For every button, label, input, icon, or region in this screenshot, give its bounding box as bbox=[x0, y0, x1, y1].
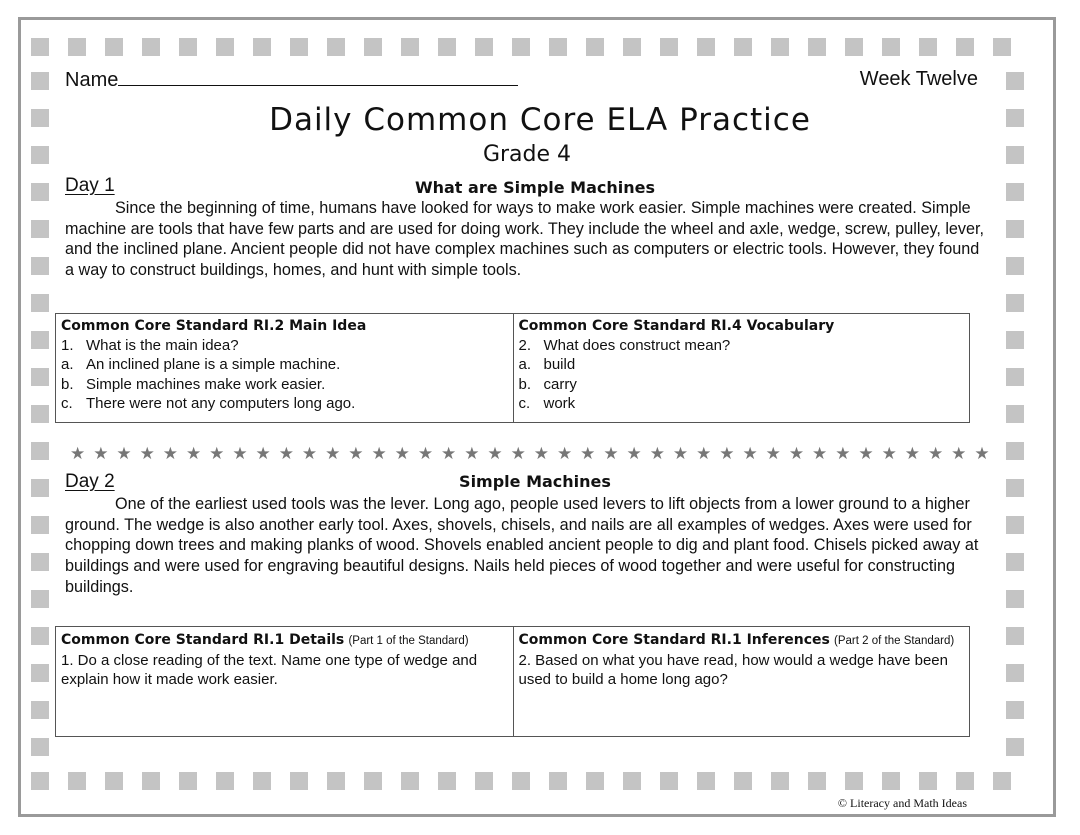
border-square bbox=[1006, 553, 1024, 571]
answer-option[interactable]: a. build bbox=[518, 356, 576, 374]
border-square bbox=[586, 772, 604, 790]
border-square bbox=[31, 627, 49, 645]
border-square bbox=[179, 772, 197, 790]
star-icon: ★ bbox=[765, 444, 781, 463]
border-square bbox=[956, 772, 974, 790]
day1-passage-text: Since the beginning of time, humans have looked for ways to make work easier. Simple machines were created. Simple machine are tools that have few parts and are used for doing work. They include the wheel and axle, wedge, screw, pulley, lever, and the inclined plane. Ancient people did not have complex machines such as computers or electric tools. However, they found a way to construct buildings, homes, and hunt with simple tools. bbox=[65, 199, 985, 280]
border-square bbox=[1006, 590, 1024, 608]
day2-left-note: (Part 1 of the Standard) bbox=[348, 635, 469, 647]
border-square bbox=[31, 220, 49, 238]
border-square bbox=[919, 38, 937, 56]
day1-right-heading: Common Core Standard RI.4 Vocabulary bbox=[518, 318, 835, 334]
border-square bbox=[623, 38, 641, 56]
star-icon: ★ bbox=[881, 444, 897, 463]
border-square bbox=[882, 38, 900, 56]
border-square bbox=[512, 38, 530, 56]
border-square bbox=[993, 38, 1011, 56]
day2-details-cell[interactable] bbox=[56, 627, 513, 736]
star-icon: ★ bbox=[812, 444, 828, 463]
star-icon: ★ bbox=[672, 444, 689, 463]
border-square bbox=[1006, 331, 1024, 349]
star-icon: ★ bbox=[255, 444, 271, 463]
grade-label: Grade 4 bbox=[482, 142, 572, 167]
day1-left-heading: Common Core Standard RI.2 Main Idea bbox=[61, 318, 367, 334]
border-square bbox=[771, 38, 789, 56]
day2-right-note: (Part 2 of the Standard) bbox=[834, 635, 955, 647]
day2-inferences-cell[interactable] bbox=[513, 627, 970, 736]
border-square bbox=[660, 38, 678, 56]
border-square bbox=[327, 772, 345, 790]
border-square bbox=[364, 772, 382, 790]
border-square bbox=[31, 516, 49, 534]
border-square bbox=[1006, 442, 1024, 460]
star-icon: ★ bbox=[951, 444, 967, 463]
star-icon: ★ bbox=[464, 444, 480, 463]
star-icon: ★ bbox=[788, 444, 805, 463]
border-square bbox=[1006, 516, 1024, 534]
border-square bbox=[142, 38, 160, 56]
border-square bbox=[697, 772, 715, 790]
border-square bbox=[734, 772, 752, 790]
star-icon: ★ bbox=[93, 444, 109, 463]
answer-option[interactable]: b. carry bbox=[518, 375, 577, 393]
border-square bbox=[697, 38, 715, 56]
border-square bbox=[31, 442, 49, 460]
border-square bbox=[1006, 72, 1024, 90]
day2-passage bbox=[65, 494, 990, 598]
name-field[interactable] bbox=[65, 68, 518, 92]
border-square bbox=[993, 772, 1011, 790]
day2-q1: 1. Do a close reading of the text. Name one type of wedge and explain how it made work easier. bbox=[61, 652, 478, 689]
star-icon: ★ bbox=[580, 444, 596, 463]
star-divider bbox=[70, 444, 990, 464]
border-square bbox=[512, 772, 530, 790]
border-square bbox=[290, 38, 308, 56]
border-square bbox=[105, 772, 123, 790]
star-icon: ★ bbox=[649, 444, 665, 463]
border-square bbox=[253, 772, 271, 790]
border-square bbox=[1006, 405, 1024, 423]
star-icon: ★ bbox=[348, 444, 364, 463]
day1-question-table bbox=[55, 313, 970, 423]
star-icon: ★ bbox=[139, 444, 155, 463]
week-label: Week Twelve bbox=[859, 68, 978, 90]
star-icon: ★ bbox=[232, 444, 248, 463]
border-square bbox=[1006, 257, 1024, 275]
answer-option[interactable]: a. An inclined plane is a simple machine. bbox=[61, 356, 341, 374]
border-square bbox=[882, 772, 900, 790]
day1-passage bbox=[65, 198, 990, 281]
star-icon: ★ bbox=[742, 444, 758, 463]
border-square bbox=[1006, 738, 1024, 756]
border-square bbox=[549, 38, 567, 56]
border-square bbox=[68, 772, 86, 790]
border-square bbox=[1006, 664, 1024, 682]
border-square bbox=[808, 38, 826, 56]
border-square bbox=[179, 38, 197, 56]
star-icon: ★ bbox=[162, 444, 178, 463]
border-square bbox=[808, 772, 826, 790]
star-icon: ★ bbox=[904, 444, 920, 463]
border-square bbox=[31, 72, 49, 90]
star-icon: ★ bbox=[394, 444, 410, 463]
border-square bbox=[475, 772, 493, 790]
star-icon: ★ bbox=[185, 444, 202, 463]
border-square bbox=[845, 38, 863, 56]
star-icon: ★ bbox=[719, 444, 735, 463]
star-icon: ★ bbox=[301, 444, 318, 463]
border-square bbox=[1006, 368, 1024, 386]
page-title: Daily Common Core ELA Practice bbox=[269, 102, 811, 138]
border-square bbox=[771, 772, 789, 790]
star-icon: ★ bbox=[556, 444, 573, 463]
copyright-notice: © Literacy and Math Ideas bbox=[837, 796, 967, 810]
border-square bbox=[845, 772, 863, 790]
star-icon: ★ bbox=[603, 444, 619, 463]
star-icon: ★ bbox=[974, 444, 990, 463]
star-icon: ★ bbox=[116, 444, 132, 463]
day1-q1: 1. What is the main idea? bbox=[61, 337, 239, 355]
border-square bbox=[31, 701, 49, 719]
border-square bbox=[438, 772, 456, 790]
day2-label: Day 2 bbox=[65, 471, 115, 492]
star-icon: ★ bbox=[371, 444, 387, 463]
border-square bbox=[623, 772, 641, 790]
border-square bbox=[68, 38, 86, 56]
border-square bbox=[31, 590, 49, 608]
border-square bbox=[438, 38, 456, 56]
border-square bbox=[31, 38, 49, 56]
star-icon: ★ bbox=[835, 444, 851, 463]
answer-option[interactable]: b. Simple machines make work easier. bbox=[61, 375, 326, 393]
border-square bbox=[142, 772, 160, 790]
day1-label: Day 1 bbox=[65, 175, 115, 196]
border-square bbox=[31, 294, 49, 312]
border-square bbox=[586, 38, 604, 56]
answer-option[interactable]: c. There were not any computers long ago. bbox=[61, 394, 356, 412]
border-square bbox=[734, 38, 752, 56]
border-square bbox=[31, 405, 49, 423]
star-icon: ★ bbox=[487, 444, 503, 463]
border-square bbox=[1006, 701, 1024, 719]
answer-option[interactable]: c. work bbox=[518, 394, 576, 412]
border-square bbox=[549, 772, 567, 790]
star-icon: ★ bbox=[533, 444, 549, 463]
border-square bbox=[31, 368, 49, 386]
border-square bbox=[31, 738, 49, 756]
border-square bbox=[401, 38, 419, 56]
border-square bbox=[956, 38, 974, 56]
name-blank-line[interactable] bbox=[118, 68, 518, 86]
star-icon: ★ bbox=[278, 444, 294, 463]
border-square bbox=[31, 257, 49, 275]
border-square bbox=[31, 553, 49, 571]
border-square bbox=[105, 38, 123, 56]
border-square bbox=[1006, 627, 1024, 645]
day2-left-heading: Common Core Standard RI.1 Details bbox=[61, 632, 345, 648]
star-icon: ★ bbox=[510, 444, 526, 463]
star-icon: ★ bbox=[927, 444, 944, 463]
day2-passage-title: Simple Machines bbox=[459, 472, 611, 491]
day2-right-heading: Common Core Standard RI.1 Inferences bbox=[518, 632, 830, 648]
star-icon: ★ bbox=[209, 444, 225, 463]
star-icon: ★ bbox=[325, 444, 341, 463]
border-square bbox=[216, 38, 234, 56]
border-square bbox=[31, 772, 49, 790]
border-square bbox=[327, 38, 345, 56]
border-square bbox=[1006, 294, 1024, 312]
star-icon: ★ bbox=[441, 444, 457, 463]
day2-passage-text: One of the earliest used tools was the lever. Long ago, people used levers to lift objects from a lower ground to a higher ground. The wedge is also another early tool. Axes, shovels, chisels, and nails are all examples of wedges. Axes were used for chopping down trees and making planks of wood. Shovels enabled ancient people to dig and plant food. Chisels picked away at buildings and were used for engraving beautiful designs. Nails held pieces of wood together and were useful for constructing buildings. bbox=[65, 495, 979, 596]
day2-question-table bbox=[55, 626, 970, 737]
star-icon: ★ bbox=[417, 444, 434, 463]
name-label: Name bbox=[65, 69, 119, 91]
day1-q2: 2. What does construct mean? bbox=[518, 337, 731, 355]
star-icon: ★ bbox=[626, 444, 642, 463]
star-icon: ★ bbox=[696, 444, 712, 463]
border-square bbox=[364, 38, 382, 56]
day1-passage-title: What are Simple Machines bbox=[414, 178, 656, 197]
day1-main-idea-cell bbox=[56, 314, 513, 422]
star-icon: ★ bbox=[858, 444, 874, 463]
day1-vocabulary-cell bbox=[513, 314, 970, 422]
star-icon: ★ bbox=[70, 444, 86, 463]
border-square bbox=[919, 772, 937, 790]
border-square bbox=[31, 664, 49, 682]
border-square bbox=[660, 772, 678, 790]
border-square bbox=[401, 772, 419, 790]
border-square bbox=[216, 772, 234, 790]
border-square bbox=[31, 331, 49, 349]
border-square bbox=[290, 772, 308, 790]
border-square bbox=[475, 38, 493, 56]
day2-q2: 2. Based on what you have read, how would a wedge have been used to build a home long ago? bbox=[518, 652, 948, 689]
border-square bbox=[1006, 220, 1024, 238]
border-square bbox=[253, 38, 271, 56]
